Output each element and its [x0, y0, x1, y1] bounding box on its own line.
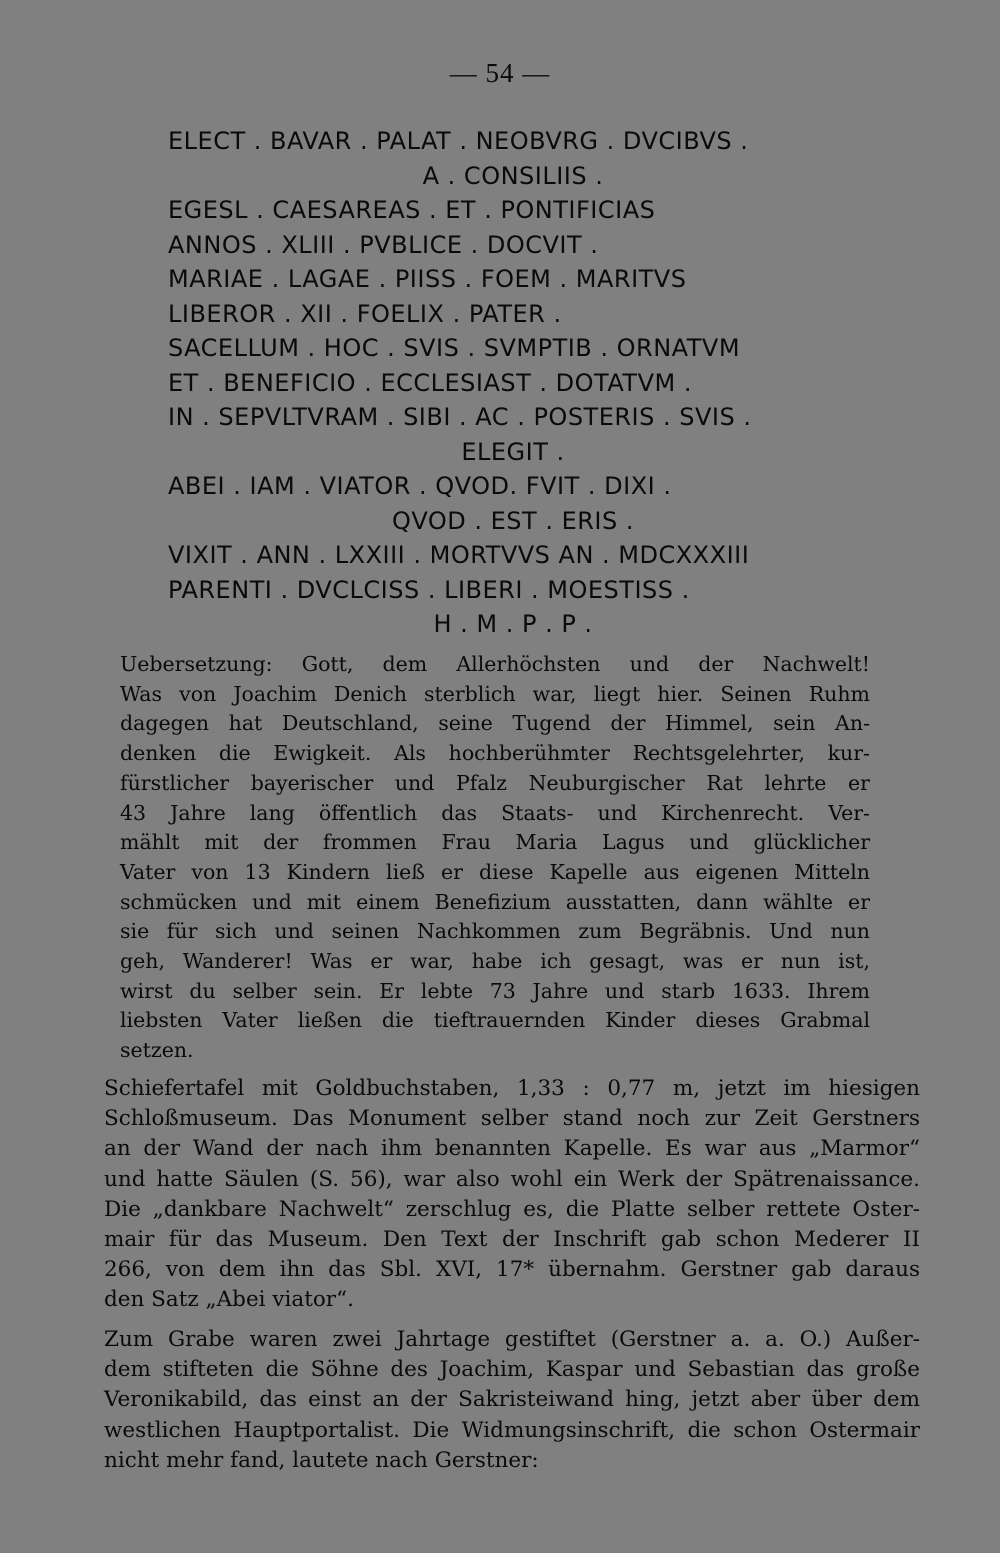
text-line: Veronikabild, das einst an der Sakristeiwand hing, jetzt aber über dem — [104, 1387, 920, 1413]
inscription-line: QVOD . EST . ERIS . — [392, 506, 634, 535]
text-line: und hatte Säulen (S. 56), war also wohl ein Werk der Spätrenaissance. — [104, 1166, 920, 1192]
text-line: schmücken und mit einem Benefizium ausstatten, dann wählte er — [120, 889, 870, 914]
text-line: wirst du selber sein. Er lebte 73 Jahre und starb 1633. Ihrem — [120, 978, 870, 1003]
anniversary-paragraph — [104, 1325, 920, 1476]
inscription-line: LIBEROR . XII . FOELIX . PATER . — [168, 299, 562, 328]
text-line: Schloßmuseum. Das Monument selber stand noch zur Zeit Gerstners — [104, 1106, 920, 1132]
text-line: setzen. — [120, 1038, 194, 1063]
inscription-line: PARENTI . DVCLCISS . LIBERI . MOESTISS . — [168, 575, 690, 604]
inscription-line: ANNOS . XLIII . PVBLICE . DOCVIT . — [168, 230, 599, 259]
translation-paragraph — [120, 650, 870, 1066]
inscription-line: ABEI . IAM . VIATOR . QVOD. FVIT . DIXI . — [168, 472, 672, 500]
inscription-line: ELECT . BAVAR . PALAT . NEOBVRG . DVCIBVS . — [168, 127, 749, 155]
text-line: mair für das Museum. Den Text der Inschrift gab schon Mederer II — [104, 1227, 920, 1253]
page-number: — 54 — — [449, 58, 551, 88]
text-line: Was von Joachim Denich sterblich war, liegt hier. Seinen Ruhm — [120, 681, 870, 706]
inscription-line: H . M . P . P . — [433, 610, 593, 638]
text-line: an der Wand der nach ihm benannten Kapelle. Es war aus „Marmor“ — [104, 1136, 920, 1162]
text-line: dagegen hat Deutschland, seine Tugend der Himmel, sein An- — [120, 711, 870, 736]
epitaph-inscription — [168, 124, 858, 642]
text-line: Uebersetzung: Gott, dem Allerhöchsten und der Nachwelt! — [120, 652, 870, 676]
text-line: Vater von 13 Kindern ließ er diese Kapelle aus eigenen Mitteln — [120, 859, 870, 884]
inscription-line: VIXIT . ANN . LXXIII . MORTVVS AN . MDCXXXIII — [168, 541, 750, 569]
text-line: 43 Jahre lang öffentlich das Staats- und Kirchenrecht. Ver- — [120, 800, 870, 825]
text-line: dem stifteten die Söhne des Joachim, Kaspar und Sebastian das große — [104, 1357, 920, 1383]
inscription-line: SACELLUM . HOC . SVIS . SVMPTIB . ORNATVM — [168, 334, 741, 362]
text-line: Schiefertafel mit Goldbuchstaben, 1,33 : 0,77 m, jetzt im hiesigen — [104, 1076, 920, 1101]
text-line: geh, Wanderer! Was er war, habe ich gesagt, was er nun ist, — [120, 949, 870, 974]
text-line: sie für sich und seinen Nachkommen zum Begräbnis. Und nun — [120, 919, 870, 944]
text-line: mählt mit der frommen Frau Maria Lagus und glücklicher — [120, 830, 870, 855]
inscription-line: IN . SEPVLTVRAM . SIBI . AC . POSTERIS . SVIS . — [168, 403, 752, 431]
text-line: denken die Ewigkeit. Als hochberühmter Rechtsgelehrter, kur- — [120, 741, 870, 766]
inscription-line: ET . BENEFICIO . ECCLESIAST . DOTATVM . — [168, 368, 692, 397]
text-line: liebsten Vater ließen die tieftrauernden Kinder dieses Grabmal — [120, 1008, 870, 1033]
description-paragraph — [104, 1074, 920, 1316]
inscription-line: ELEGIT . — [461, 437, 565, 466]
text-line: westlichen Hauptportalist. Die Widmungsinschrift, die schon Ostermair — [104, 1417, 920, 1443]
text-line: fürstlicher bayerischer und Pfalz Neuburgischer Rat lehrte er — [120, 770, 870, 795]
text-line: Zum Grabe waren zwei Jahrtage gestiftet (Gerstner a. a. O.) Außer- — [104, 1327, 920, 1352]
text-line: nicht mehr fand, lautete nach Gerstner: — [104, 1447, 539, 1473]
text-line: 266, von dem ihn das Sbl. XVI, 17* übernahm. Gerstner gab daraus — [104, 1257, 920, 1283]
inscription-line: EGESL . CAESAREAS . ET . PONTIFICIAS — [168, 196, 656, 224]
text-line: den Satz „Abei viator“. — [104, 1287, 354, 1313]
inscription-line: MARIAE . LAGAE . PIISS . FOEM . MARITVS — [168, 265, 687, 293]
inscription-line: A . CONSILIIS . — [422, 161, 604, 190]
text-line: Die „dankbare Nachwelt“ zerschlug es, die Platte selber rettete Oster- — [104, 1196, 920, 1222]
